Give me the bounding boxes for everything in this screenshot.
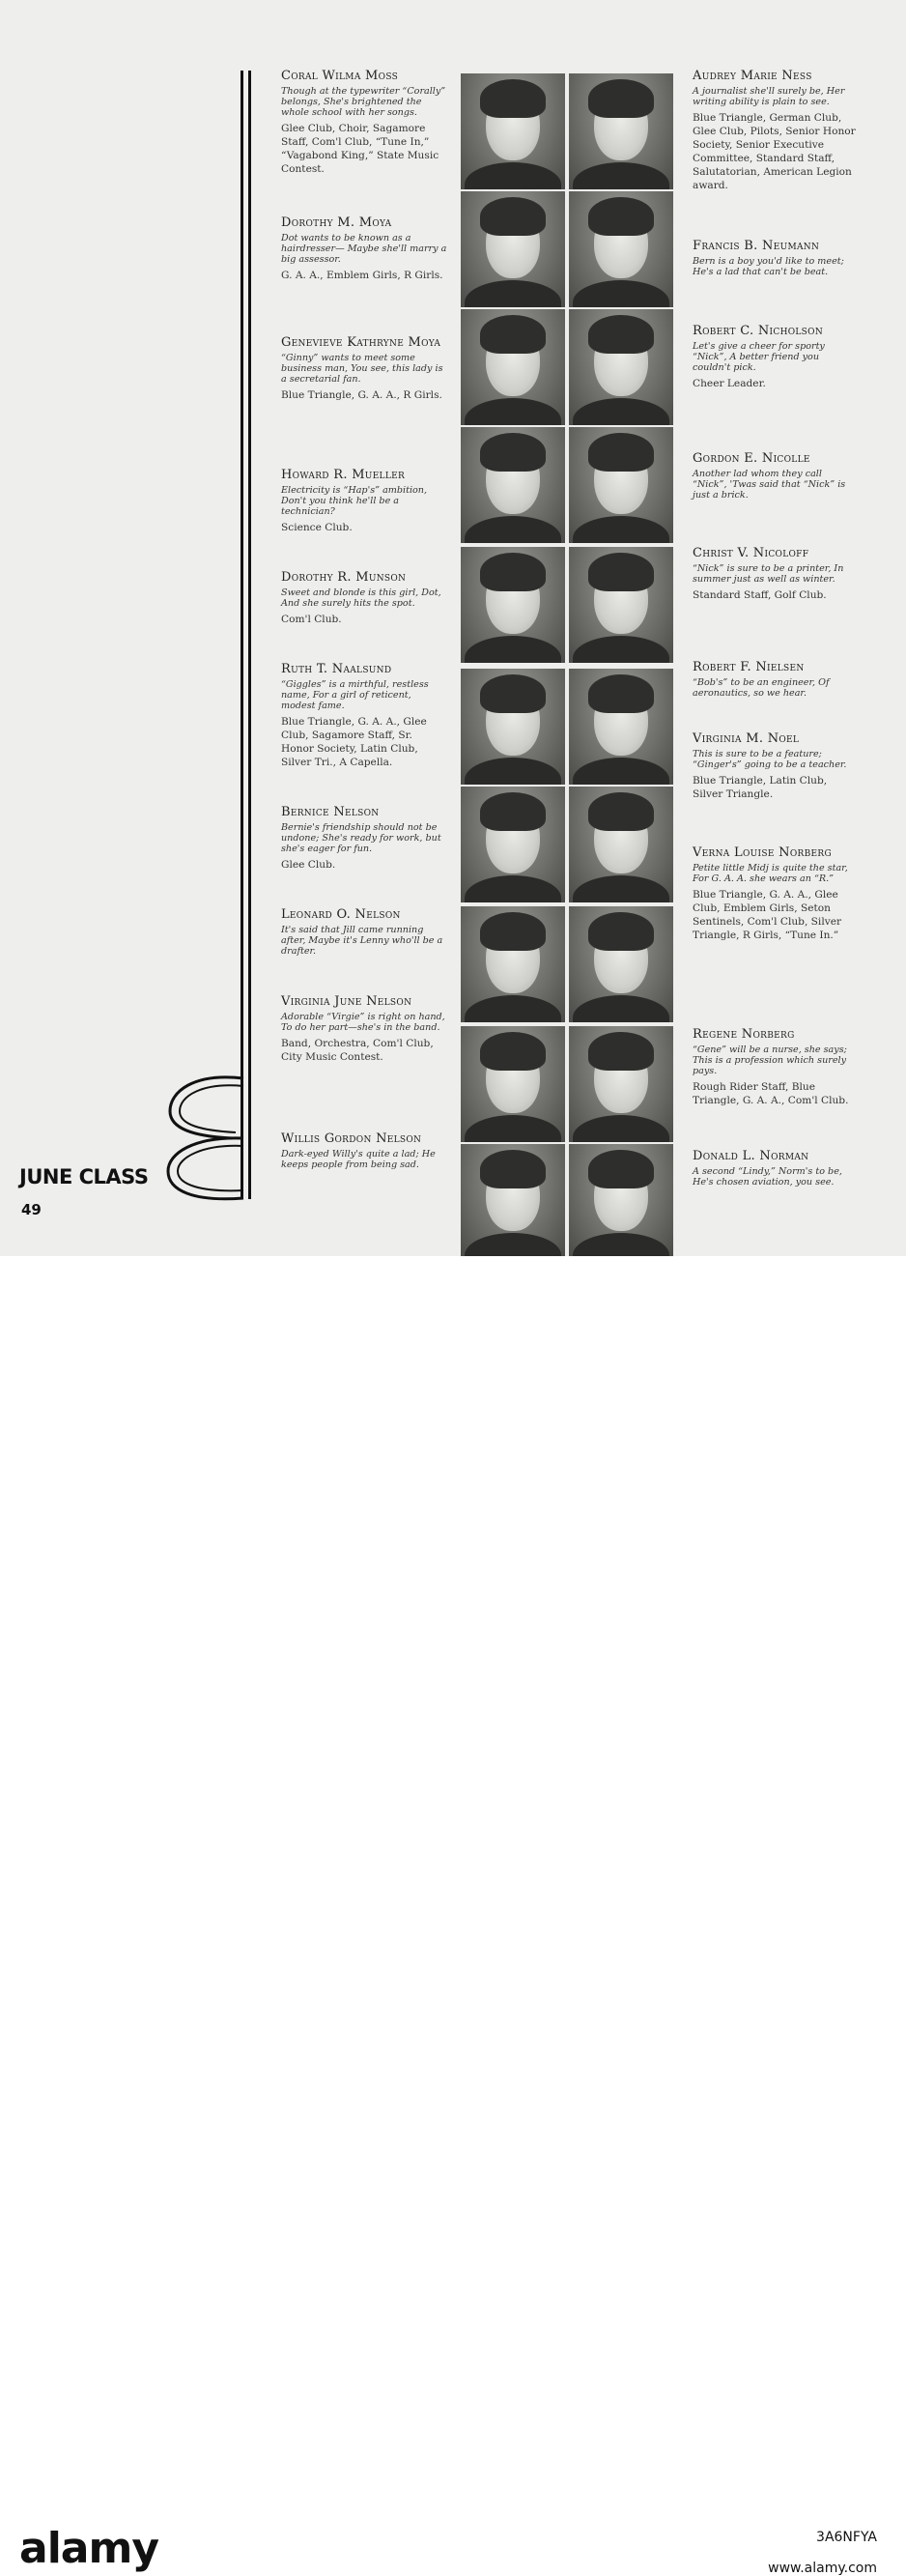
student-verse: Another lad whom they call “Nick”, 'Twas said that “Nick” is just a brick. (693, 469, 846, 501)
student-entry (693, 238, 859, 281)
student-entry (281, 569, 447, 626)
student-activities: Glee Club. (281, 859, 336, 871)
student-verse: “Giggles” is a mirthful, restless name, For a girl of reticent, modest fame. (281, 679, 429, 711)
student-verse: “Bob's” to be an engineer, Of aeronautics, so we hear. (693, 677, 830, 699)
student-activities: Blue Triangle, G. A. A., Glee Club, Emblem Girls, Seton Sentinels, Com'l Club, Silver Triangle, R Girls, “Tune In.” (693, 889, 842, 941)
brand-logo: alamy (19, 2524, 158, 2573)
student-entry (281, 906, 447, 960)
student-verse: Though at the typewriter “Corally” belongs, She's brightened the whole school with her songs. (281, 86, 446, 118)
stock-image-id: 3A6NFYA (816, 2530, 877, 2545)
student-name: Gordon E. Nicolle (693, 451, 810, 466)
portrait-photo (569, 787, 673, 902)
student-name: Virginia M. Noel (693, 731, 800, 746)
portrait-photo (461, 669, 565, 785)
student-name: Ruth T. Naalsund (281, 662, 392, 676)
portrait-photo (461, 1144, 565, 1256)
student-verse: Adorable “Virgie” is right on hand, To do her part—she's in the band. (281, 1012, 445, 1033)
student-entry (281, 993, 447, 1064)
student-name: Robert C. Nicholson (693, 324, 823, 338)
student-verse: Petite little Midj is quite the star, For G. A. A. she wears an “R.” (693, 863, 848, 884)
student-activities: Band, Orchestra, Com'l Club, City Music Contest. (281, 1038, 434, 1063)
portrait-photo (461, 547, 565, 663)
student-activities: Science Club. (281, 522, 353, 533)
portrait-photo (461, 787, 565, 902)
student-verse: Sweet and blonde is this girl, Dot, And she surely hits the spot. (281, 587, 441, 609)
portrait-photo (461, 73, 565, 189)
student-name: Regene Norberg (693, 1027, 795, 1042)
student-name: Leonard O. Nelson (281, 907, 401, 922)
student-entry (281, 334, 447, 402)
student-activities: Rough Rider Staff, Blue Triangle, G. A. A., Com'l Club. (693, 1081, 849, 1106)
student-entry (693, 1026, 859, 1107)
page-number: 49 (21, 1201, 42, 1218)
vertical-rule-outer (241, 71, 243, 1199)
student-activities: Blue Triangle, G. A. A., Glee Club, Sagamore Staff, Sr. Honor Society, Latin Club, Silver Tri., A Capella. (281, 716, 427, 768)
student-name: Genevieve Kathryne Moya (281, 335, 441, 350)
student-entry (281, 661, 447, 769)
student-entry (693, 450, 859, 504)
student-verse: Let's give a cheer for sporty “Nick”, A better friend you couldn't pick. (693, 341, 825, 373)
student-name: Howard R. Mueller (281, 468, 406, 482)
decorative-eight-graphic (164, 1073, 245, 1204)
student-name: Audrey Marie Ness (693, 69, 812, 83)
portrait-photo (461, 191, 565, 307)
student-activities: Glee Club, Choir, Sagamore Staff, Com'l Club, “Tune In,” “Vagabond King,” State Music Contest. (281, 123, 439, 175)
student-verse: A second “Lindy,” Norm's to be, He's chosen aviation, you see. (693, 1166, 842, 1188)
student-name: Dorothy M. Moya (281, 215, 392, 230)
student-verse: A journalist she'll surely be, Her writing ability is plain to see. (693, 86, 845, 107)
student-entry (693, 730, 859, 801)
student-entry (281, 804, 447, 872)
student-verse: Electricity is “Hap's” ambition, Don't you think he'll be a technician? (281, 485, 428, 517)
student-entry (281, 68, 447, 176)
student-entry (281, 1131, 447, 1174)
student-activities: Blue Triangle, G. A. A., R Girls. (281, 389, 442, 401)
student-name: Willis Gordon Nelson (281, 1131, 422, 1146)
student-name: Dorothy R. Munson (281, 570, 407, 585)
student-name: Bernice Nelson (281, 805, 380, 819)
portrait-photo (569, 1144, 673, 1256)
student-activities: Cheer Leader. (693, 378, 766, 389)
portrait-photo (569, 427, 673, 543)
student-name: Donald L. Norman (693, 1149, 809, 1163)
student-verse: Bernie's friendship should not be undone; She's ready for work, but she's eager for fun. (281, 822, 441, 854)
stock-url: www.alamy.com (768, 2561, 877, 2576)
student-activities: Blue Triangle, Latin Club, Silver Triangle. (693, 775, 828, 800)
student-name: Virginia June Nelson (281, 994, 412, 1009)
vertical-rule-inner (248, 71, 251, 1199)
student-activities: G. A. A., Emblem Girls, R Girls. (281, 270, 443, 281)
portrait-photo (569, 906, 673, 1022)
portrait-photo (461, 427, 565, 543)
student-verse: It's said that Jill came running after, Maybe it's Lenny who'll be a drafter. (281, 925, 443, 957)
portrait-photo (569, 309, 673, 425)
student-name: Verna Louise Norberg (693, 845, 832, 860)
student-name: Coral Wilma Moss (281, 69, 399, 83)
student-entry (693, 68, 859, 192)
student-entry (693, 659, 859, 702)
portrait-photo (569, 547, 673, 663)
student-entry (693, 844, 859, 942)
student-name: Francis B. Neumann (693, 239, 820, 253)
student-activities: Blue Triangle, German Club, Glee Club, Pilots, Senior Honor Society, Senior Executive Committee, Standard Staff, Salutatorian, American Legion award. (693, 112, 856, 191)
student-name: Robert F. Nielsen (693, 660, 805, 674)
student-verse: “Ginny” wants to meet some business man, You see, this lady is a secretarial fan. (281, 353, 443, 385)
student-verse: Bern is a boy you'd like to meet; He's a lad that can't be beat. (693, 256, 844, 277)
student-verse: Dark-eyed Willy's quite a lad; He keeps people from being sad. (281, 1149, 436, 1170)
portrait-photo (569, 191, 673, 307)
student-verse: “Nick” is sure to be a printer, In summer just as well as winter. (693, 563, 844, 585)
student-entry (693, 545, 859, 602)
student-entry (693, 323, 859, 390)
student-activities: Com'l Club. (281, 614, 342, 625)
class-label: JUNE CLASS (19, 1165, 149, 1188)
watermark-bar (0, 1256, 906, 2576)
student-verse: Dot wants to be known as a hairdresser— Maybe she'll marry a big assessor. (281, 233, 447, 265)
student-name: Christ V. Nicoloff (693, 546, 809, 560)
student-verse: This is sure to be a feature; “Ginger's” going to be a teacher. (693, 749, 847, 770)
portrait-photo (569, 669, 673, 785)
portrait-photo (461, 1026, 565, 1142)
student-entry (281, 215, 447, 282)
student-activities: Standard Staff, Golf Club. (693, 589, 827, 601)
portrait-photo (569, 73, 673, 189)
student-entry (281, 467, 447, 534)
yearbook-page (0, 0, 906, 1256)
student-entry (693, 1148, 859, 1191)
student-verse: “Gene” will be a nurse, she says; This is a profession which surely pays. (693, 1045, 847, 1076)
portrait-photo (461, 906, 565, 1022)
portrait-photo (569, 1026, 673, 1142)
portrait-photo (461, 309, 565, 425)
